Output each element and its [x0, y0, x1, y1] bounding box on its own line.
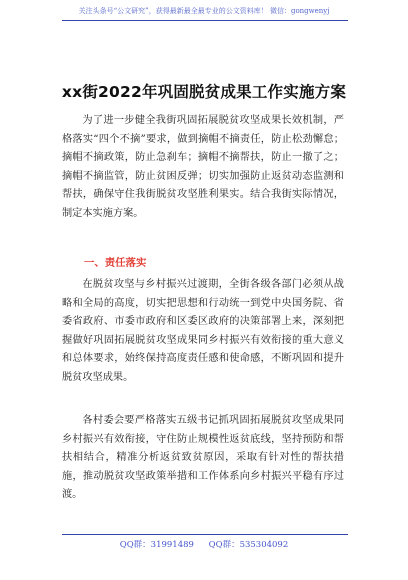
section-body	[62, 276, 344, 388]
intro-paragraph: 为了进一步健全我街巩固拓展脱贫攻坚成果长效机制，严格落实“四个不摘”要求，做到摘帽不摘责任，防止松劲懈怠；摘帽不摘政策，防止急刹车；摘帽不摘帮扶，防止一撤了之；摘帽不摘监管，防止贫困反弹；切实加强防止返贫动态监测和帮扶，确保守住我街脱贫攻坚胜利果实。结合我街实际情况，制定本实施方案。	[62, 115, 344, 219]
section-heading-responsibility: 一、责任落实	[84, 257, 147, 269]
section-body-2	[62, 412, 344, 505]
footer-qq-group-1: QQ群：31991489	[119, 540, 194, 550]
intro-section	[62, 112, 344, 224]
body-paragraph-2: 各村委会要严格落实五级书记抓巩固拓展脱贫攻坚成果同乡村振兴有效衔接，守住防止规模性返贫底线，坚持预防和帮扶相结合，精准分析返贫致贫原因，采取有针对性的帮扶措施，推动脱贫攻坚政策举措和工作体系向乡村振兴平稳有序过渡。	[62, 415, 344, 501]
document-title: xx街2022年巩固脱贫成果工作实施方案	[61, 83, 347, 101]
body-paragraph-1: 在脱贫攻坚与乡村振兴过渡期，全街各级各部门必须从战略和全局的高度，切实把思想和行动统一到党中央国务院、省委省政府、市委市政府和区委区政府的决策部署上来，深刻把握做好巩固拓展脱贫攻坚成果同乡村振兴有效衔接的重大意义和总体要求，始终保持高度责任感和使命感，不断巩固和提升脱贫攻坚成果。	[62, 279, 344, 383]
footer-qq-group-2: QQ群：535304092	[208, 540, 289, 550]
footer-contact	[0, 538, 408, 550]
header-banner: 关注头条号“公文研究”，获得最新最全最专业的公文资料库！ 微信：gongwenyj	[78, 7, 330, 15]
footer-divider	[62, 534, 348, 535]
header-divider	[62, 20, 348, 21]
